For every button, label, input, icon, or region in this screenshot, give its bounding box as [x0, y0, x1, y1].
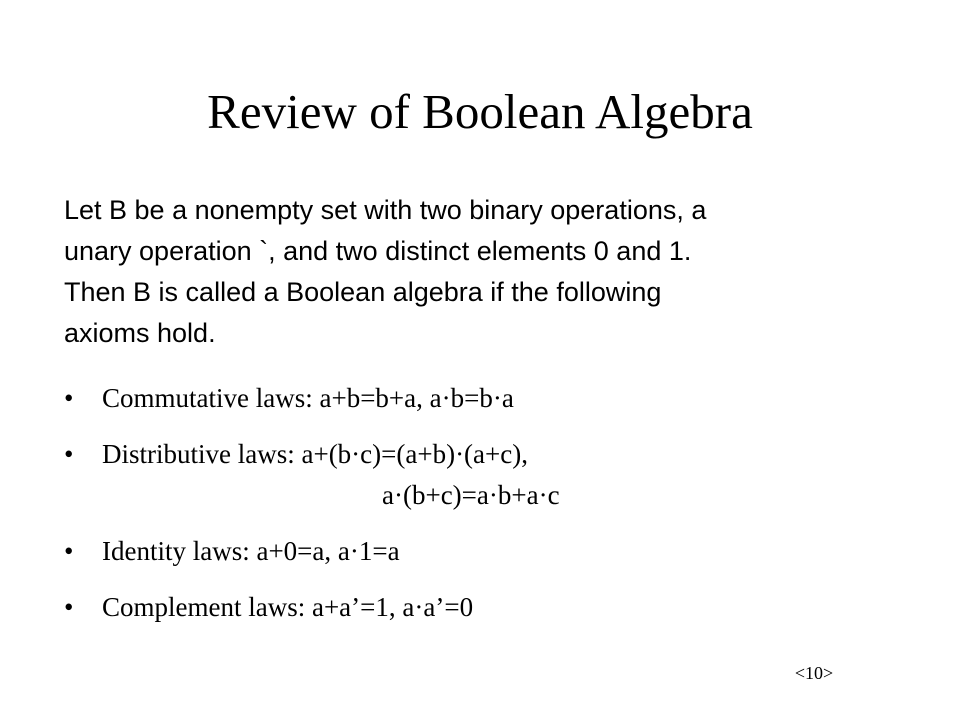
- bullet-icon: •: [64, 592, 74, 622]
- axiom-list: [64, 378, 924, 643]
- page-number: <10>: [794, 663, 834, 683]
- intro-line: Let B be a nonempty set with two binary operations, a: [64, 195, 707, 225]
- intro-line: Then B is called a Boolean algebra if the following: [64, 277, 662, 307]
- list-item-commutative: [64, 378, 924, 419]
- axiom-text: Commutative laws: a+b=b+a, a·b=b·a: [102, 383, 514, 413]
- bullet-icon: •: [64, 536, 74, 566]
- list-item-identity: [64, 531, 924, 572]
- bullet-icon: •: [64, 439, 74, 469]
- slide-title: Review of Boolean Algebra: [207, 84, 753, 139]
- bullet-icon: •: [64, 383, 74, 413]
- intro-paragraph: [64, 190, 924, 354]
- axiom-text: Identity laws: a+0=a, a·1=a: [102, 536, 400, 566]
- axiom-text: Complement laws: a+a’=1, a·a’=0: [102, 592, 474, 622]
- intro-line: axioms hold.: [64, 318, 216, 348]
- axiom-text: Distributive laws: a+(b·c)=(a+b)·(a+c),: [102, 439, 528, 469]
- list-item-distributive: [64, 434, 924, 516]
- list-item-complement: [64, 587, 924, 628]
- axiom-continuation: a·(b+c)=a·b+a·c: [382, 480, 560, 510]
- intro-line: unary operation `, and two distinct elements 0 and 1.: [64, 236, 692, 266]
